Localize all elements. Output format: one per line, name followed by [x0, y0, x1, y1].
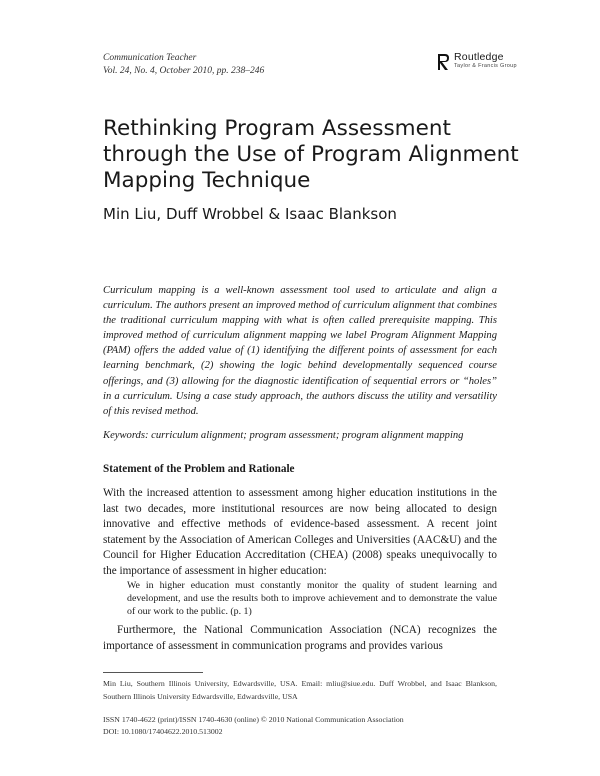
- body-paragraph-1: With the increased attention to assessment among higher education institutions in the last two decades, more institutional resources are now being allocated to design innovative and effective methods of evidence-based assessment. A recent joint statement by the Association of American Colleges and Universities (AAC&U) and the Council for Higher Education Accreditation (CHEA) (2008) speaks unequivocally to the importance of assessment in higher education:: [103, 487, 497, 577]
- publisher-logo: [437, 53, 517, 71]
- article-authors: Min Liu, Duff Wrobbel & Isaac Blankson: [103, 205, 397, 223]
- keywords-list: curriculum alignment; program assessment; program alignment mapping: [151, 430, 464, 441]
- doi-line: DOI: 10.1080/17404622.2010.513002: [103, 727, 223, 736]
- keywords-label: Keywords:: [103, 430, 149, 441]
- body-paragraph-2: Furthermore, the National Communication Association (NCA) recognizes the importance of assessment in communication programs and provides various: [103, 624, 497, 652]
- section-heading: Statement of the Problem and Rationale: [103, 463, 295, 475]
- journal-volume-pages: Vol. 24, No. 4, October 2010, pp. 238–246: [103, 65, 265, 76]
- routledge-r-icon: [437, 53, 451, 71]
- article-title: Rethinking Program Assessment through the Use of Program Alignment Mapping Technique: [103, 116, 519, 193]
- journal-citation: [103, 52, 264, 77]
- journal-name: Communication Teacher: [103, 53, 197, 63]
- publisher-group: Taylor & Francis Group: [454, 63, 517, 69]
- issn-line: ISSN 1740-4622 (print)/ISSN 1740-4630 (online) © 2010 National Communication Association: [103, 715, 404, 724]
- publication-info: [103, 714, 404, 738]
- keywords-line: [103, 428, 497, 443]
- block-quote: We in higher education must constantly monitor the quality of student learning and development, and use the results both to improve achievement and to demonstrate the value of our work to the public. (p. 1): [127, 580, 497, 617]
- publisher-name: Routledge: [454, 51, 504, 63]
- abstract: Curriculum mapping is a well-known assessment tool used to articulate and align a curriculum. The authors present an improved method of curriculum alignment that combines the traditional curriculum mapping with what is often called prerequisite mapping. This improved method of curriculum alignment mapping we label Program Alignment Mapping (PAM) offers the added value of (1) identifying the different points of assessment for each learning benchmark, (2) showing the logic behind developmentally sequenced course offerings, and (3) allowing for the diagnostic identification of sequential errors or “holes” in a curriculum. Using a case study approach, the authors discuss the utility and versatility of this revised method.: [103, 285, 497, 417]
- footnote-divider: [103, 672, 203, 673]
- author-affiliations: Min Liu, Southern Illinois University, Edwardsville, USA. Email: mliu@siue.edu. Duff Wrobbel, and Isaac Blankson, Southern Illinois University Edwardsville, Edwardsville, USA: [103, 679, 497, 701]
